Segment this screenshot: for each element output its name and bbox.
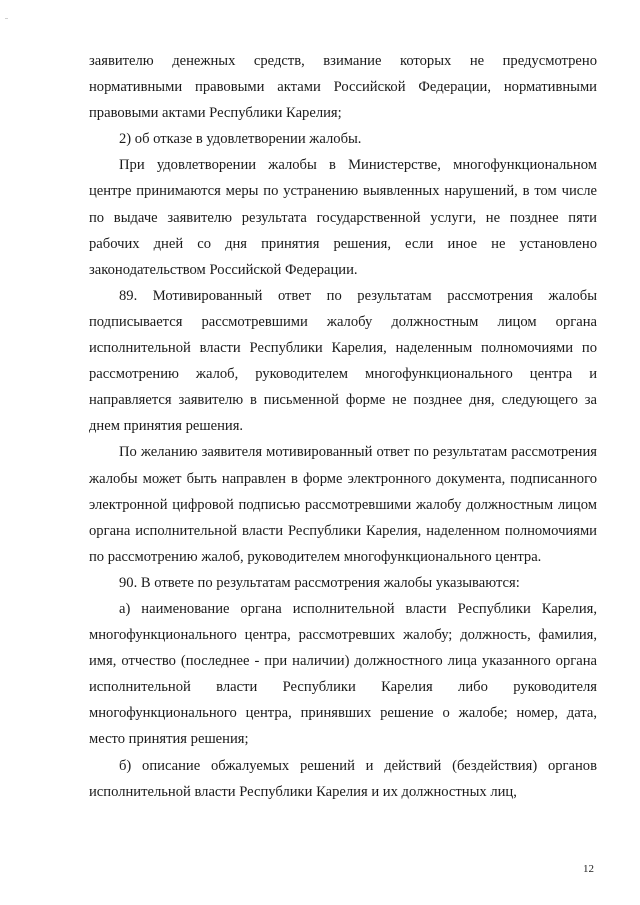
paragraph-90: 90. В ответе по результатам рассмотрения жалобы указываются: [119, 574, 520, 591]
paragraph-continuation: заявителю денежных средств, взимание которых не предусмотрено нормативными правовыми актами Российской Федерации, нормативными правовыми актами Республики Карелия; [89, 53, 597, 122]
paragraph-90-b: б) описание обжалуемых решений и действий (бездействия) органов исполнительной власти Республики Карелия и их должностных лиц, [89, 757, 597, 800]
scan-speck [5, 18, 8, 19]
paragraph-90-a: а) наименование органа исполнительной власти Республики Карелия, многофункционального центра, рассмотревших жалобу; должность, фамилия, имя, отчество (последнее - при наличии) должностного лица указанного органа исполнительной власти Республики Карелия либо руководителя многофункционального центра, принявших решение о жалобе; номер, дата, место принятия решения; [89, 600, 597, 748]
page-number: 12 [583, 863, 594, 875]
paragraph-electronic-response: По желанию заявителя мотивированный ответ по результатам рассмотрения жалобы может быть направлен в форме электронного документа, подписанного электронной цифровой подписью рассмотревшими жалобу должностным лицом органа исполнительной власти Республики Карелия, наделенном полномочиями по рассмотрению жалоб, руководителем многофункционального центра. [89, 444, 597, 565]
document-body [89, 48, 597, 805]
paragraph-89: 89. Мотивированный ответ по результатам рассмотрения жалобы подписывается рассмотревшими жалобу должностным лицом органа исполнительной власти Республики Карелия, наделенным полномочиями по рассмотрению жалоб, руководителем многофункционального центра и направляется заявителю в письменной форме не позднее дня, следующего за днем принятия решения. [89, 287, 597, 435]
paragraph-satisfaction-measures: При удовлетворении жалобы в Министерстве, многофункциональном центре принимаются меры по устранению выявленных нарушений, в том числе по выдаче заявителю результата государственной услуги, не позднее пяти рабочих дней со дня принятия решения, если иное не установлено законодательством Российской Федерации. [89, 157, 597, 278]
paragraph-refusal-item: 2) об отказе в удовлетворении жалобы. [119, 131, 362, 148]
